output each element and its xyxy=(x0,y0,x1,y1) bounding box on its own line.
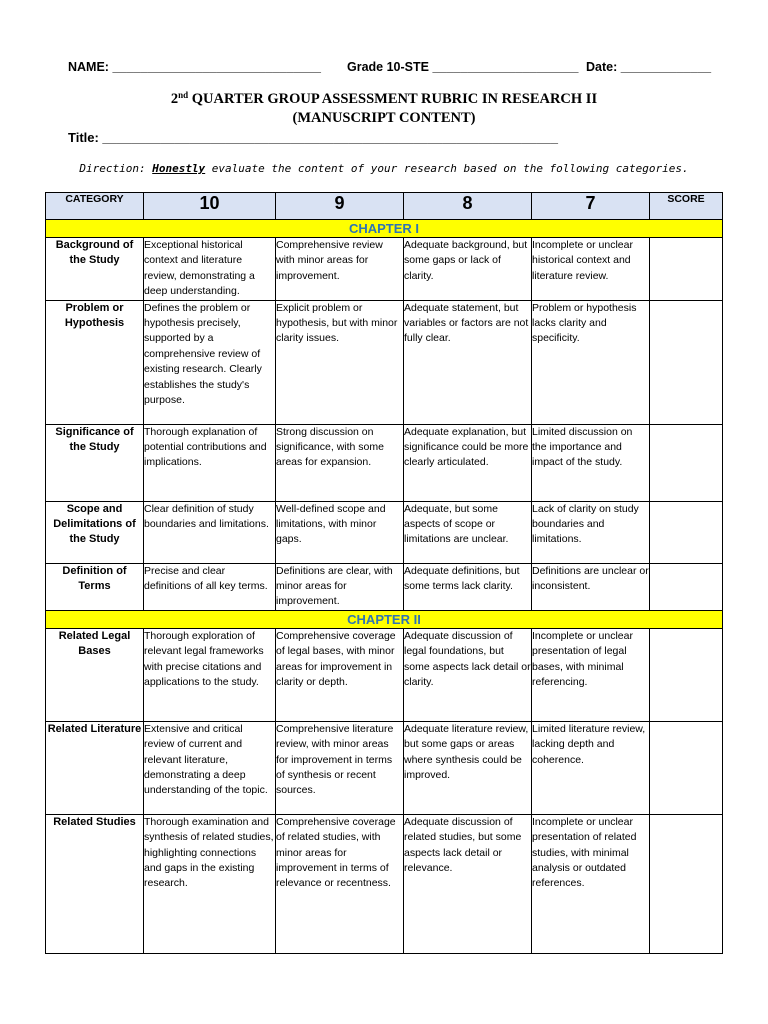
header-row xyxy=(46,193,723,220)
criteria-cell-8: Adequate statement, but variables or factors are not fully clear. xyxy=(404,300,532,424)
criteria-cell-10: Extensive and critical review of current and relevant literature, demonstrating a deep understanding of the topic. xyxy=(144,721,276,814)
header-score: SCORE xyxy=(650,193,723,220)
criteria-cell-10: Defines the problem or hypothesis precisely, supported by a comprehensive review of existing research. Clearly establishes the study's purpose. xyxy=(144,300,276,424)
score-cell[interactable] xyxy=(650,814,723,953)
score-cell[interactable] xyxy=(650,238,723,301)
criteria-cell-10: Thorough examination and synthesis of related studies, highlighting connections and gaps in the existing research. xyxy=(144,814,276,953)
title-superscript: nd xyxy=(178,90,189,100)
criteria-cell-9: Comprehensive coverage of legal bases, with minor areas for improvement in clarity or depth. xyxy=(276,628,404,721)
category-cell: Related Legal Bases xyxy=(46,628,144,721)
criteria-cell-8: Adequate literature review, but some gaps or areas where synthesis could be improved. xyxy=(404,721,532,814)
chapter-2-banner: CHAPTER II xyxy=(46,610,723,628)
title-prefix: 2 xyxy=(170,91,179,107)
score-cell[interactable] xyxy=(650,721,723,814)
criteria-cell-8: Adequate discussion of related studies, but some aspects lack detail or relevance. xyxy=(404,814,532,953)
criteria-cell-9: Well-defined scope and limitations, with minor gaps. xyxy=(276,501,404,563)
score-cell[interactable] xyxy=(650,563,723,610)
date-field[interactable]: Date: _____________ xyxy=(586,60,712,74)
criteria-cell-9: Definitions are clear, with minor areas for improvement. xyxy=(276,563,404,610)
category-cell: Related Literature xyxy=(46,721,144,814)
category-cell: Problem or Hypothesis xyxy=(46,300,144,424)
criteria-cell-10: Precise and clear definitions of all key terms. xyxy=(144,563,276,610)
direction-body: evaluate the content of your research based on the following categories. xyxy=(205,162,689,175)
table-row xyxy=(46,721,723,814)
criteria-cell-7: Limited literature review, lacking depth and coherence. xyxy=(532,721,650,814)
criteria-cell-10: Thorough exploration of relevant legal frameworks with precise citations and applications to the study. xyxy=(144,628,276,721)
criteria-cell-10: Exceptional historical context and literature review, demonstrating a deep understanding. xyxy=(144,238,276,301)
table-row xyxy=(46,300,723,424)
table-row xyxy=(46,501,723,563)
table-row xyxy=(46,424,723,501)
research-title-field[interactable]: Title: _______________________________________________________________ xyxy=(68,130,558,145)
category-cell: Background of the Study xyxy=(46,238,144,301)
grade-field[interactable]: Grade 10-STE _____________________ xyxy=(347,60,579,74)
title-line1: QUARTER GROUP ASSESSMENT RUBRIC IN RESEARCH II xyxy=(188,91,598,107)
criteria-cell-10: Thorough explanation of potential contributions and implications. xyxy=(144,424,276,501)
score-cell[interactable] xyxy=(650,300,723,424)
table-row xyxy=(46,814,723,953)
criteria-cell-8: Adequate background, but some gaps or lack of clarity. xyxy=(404,238,532,301)
header-score-8: 8 xyxy=(404,193,532,220)
category-cell: Significance of the Study xyxy=(46,424,144,501)
criteria-cell-7: Incomplete or unclear historical context and literature review. xyxy=(532,238,650,301)
score-cell[interactable] xyxy=(650,628,723,721)
score-cell[interactable] xyxy=(650,424,723,501)
document-title xyxy=(0,90,768,108)
criteria-cell-9: Comprehensive review with minor areas for improvement. xyxy=(276,238,404,301)
direction-emphasis: Honestly xyxy=(152,162,206,175)
criteria-cell-7: Definitions are unclear or inconsistent. xyxy=(532,563,650,610)
name-field[interactable]: NAME: ______________________________ xyxy=(68,60,321,74)
criteria-cell-8: Adequate, but some aspects of scope or limitations are unclear. xyxy=(404,501,532,563)
criteria-cell-7: Limited discussion on the importance and impact of the study. xyxy=(532,424,650,501)
criteria-cell-8: Adequate definitions, but some terms lack clarity. xyxy=(404,563,532,610)
criteria-cell-9: Explicit problem or hypothesis, but with minor clarity issues. xyxy=(276,300,404,424)
criteria-cell-7: Lack of clarity on study boundaries and limitations. xyxy=(532,501,650,563)
direction-text xyxy=(0,162,768,175)
category-cell: Scope and Delimitations of the Study xyxy=(46,501,144,563)
header-category: CATEGORY xyxy=(46,193,144,220)
header-score-7: 7 xyxy=(532,193,650,220)
table-row xyxy=(46,563,723,610)
criteria-cell-9: Comprehensive literature review, with minor areas for improvement in terms of synthesis or recent sources. xyxy=(276,721,404,814)
table-row xyxy=(46,238,723,301)
score-cell[interactable] xyxy=(650,501,723,563)
criteria-cell-7: Problem or hypothesis lacks clarity and specificity. xyxy=(532,300,650,424)
category-cell: Definition of Terms xyxy=(46,563,144,610)
chapter-1-banner: CHAPTER I xyxy=(46,220,723,238)
criteria-cell-9: Comprehensive coverage of related studies, with minor areas for improvement in terms of relevance or recentness. xyxy=(276,814,404,953)
criteria-cell-7: Incomplete or unclear presentation of legal bases, with minimal referencing. xyxy=(532,628,650,721)
rubric-table xyxy=(45,192,723,954)
category-cell: Related Studies xyxy=(46,814,144,953)
header-score-9: 9 xyxy=(276,193,404,220)
criteria-cell-8: Adequate explanation, but significance could be more clearly articulated. xyxy=(404,424,532,501)
header-score-10: 10 xyxy=(144,193,276,220)
criteria-cell-9: Strong discussion on significance, with some areas for expansion. xyxy=(276,424,404,501)
table-row xyxy=(46,628,723,721)
criteria-cell-8: Adequate discussion of legal foundations, but some aspects lack detail or clarity. xyxy=(404,628,532,721)
document-subtitle: (MANUSCRIPT CONTENT) xyxy=(292,110,476,126)
direction-label: Direction: xyxy=(79,162,153,175)
criteria-cell-10: Clear definition of study boundaries and limitations. xyxy=(144,501,276,563)
criteria-cell-7: Incomplete or unclear presentation of related studies, with minimal analysis or outdated references. xyxy=(532,814,650,953)
